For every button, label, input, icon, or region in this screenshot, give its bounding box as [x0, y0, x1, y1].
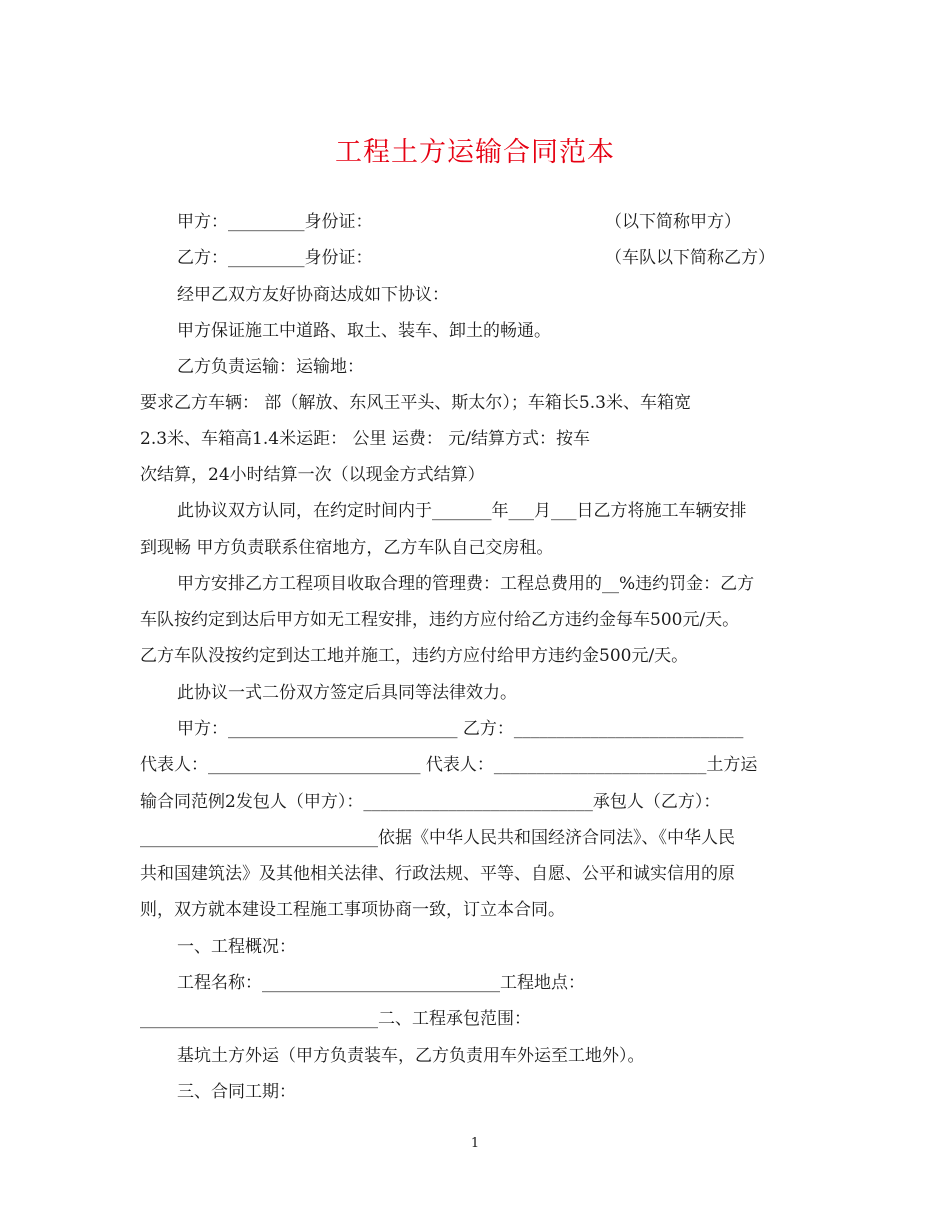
section-heading: 三、合同工期：	[177, 1082, 296, 1102]
paragraph-line: 此协议双方认同，在约定时间内于_______年___月___日乙方将施工车辆安排	[177, 501, 747, 521]
party-a-line	[177, 210, 805, 234]
party-a-text: 甲方：_________身份证：	[177, 212, 373, 232]
paragraph-line: 2.3米、车箱高1.4米运距： 公里 运费： 元/结算方式：按车	[140, 429, 591, 449]
paragraph-line: 共和国建筑法》及其他相关法律、行政法规、平等、自愿、公平和诚实信用的原	[140, 864, 735, 884]
representative-line: 代表人：_________________________ 代表人：_________________________土方运	[140, 755, 758, 775]
paragraph-line: 此协议一式二份双方签定后具同等法律效力。	[177, 683, 517, 703]
party-a-note: （以下简称甲方）	[605, 212, 741, 232]
paragraph-line: 经甲乙双方友好协商达成如下协议：	[177, 285, 449, 305]
paragraph-line: 乙方负责运输：运输地：	[177, 357, 364, 377]
paragraph-line: 车队按约定到达后甲方如无工程安排，违约方应付给乙方违约金每车500元/天。	[140, 610, 740, 630]
paragraph-line: 乙方车队没按约定到达工地并施工，违约方应付给甲方违约金500元/天。	[140, 646, 689, 666]
page-number: 1	[470, 1136, 480, 1151]
section-heading: ____________________________二、工程承包范围：	[140, 1009, 531, 1029]
paragraph-line: 则，双方就本建设工程施工事项协商一致，订立本合同。	[140, 900, 565, 920]
paragraph-line: 甲方安排乙方工程项目收取合理的管理费：工程总费用的__%违约罚金：乙方	[177, 574, 755, 594]
paragraph-line: 要求乙方车辆： 部（解放、东风王平头、斯太尔）；车箱长5.3米、车箱宽	[140, 393, 691, 413]
paragraph-line: 到现畅 甲方负责联系住宿地方，乙方车队自己交房租。	[140, 538, 554, 558]
paragraph-line: 次结算，24小时结算一次（以现金方式结算）	[140, 465, 485, 485]
party-b-line	[177, 246, 805, 270]
party-b-note: （车队以下简称乙方）	[605, 248, 775, 268]
paragraph-line: 输合同范例2发包人（甲方）：___________________________承包人（乙方）：	[140, 792, 721, 812]
section-heading: 一、工程概况：	[177, 937, 296, 957]
party-b-text: 乙方：_________身份证：	[177, 248, 373, 268]
paragraph-line: ____________________________依据《中华人民共和国经济合同法》、《中华人民	[140, 828, 735, 848]
paragraph-line: 工程名称：____________________________工程地点：	[177, 973, 585, 993]
paragraph-line: 基坑土方外运（甲方负责装车，乙方负责用车外运至工地外）。	[177, 1046, 645, 1066]
document-title: 工程土方运输合同范本	[335, 137, 615, 168]
signature-line: 甲方：___________________________ 乙方：___________________________	[177, 719, 744, 739]
paragraph-line: 甲方保证施工中道路、取土、装车、卸土的畅通。	[177, 321, 551, 341]
